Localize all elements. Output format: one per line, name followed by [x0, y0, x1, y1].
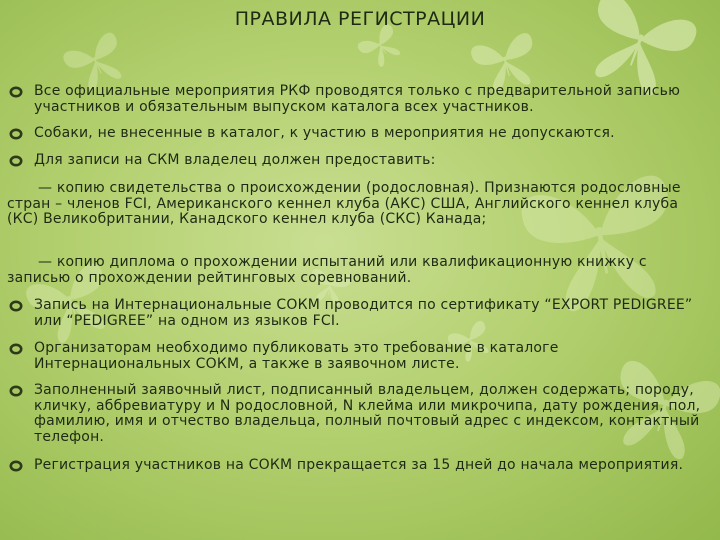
bullet-text: Запись на Интернациональные СОКМ проводится по сертификату “EXPORT PEDIGREE” или “PEDIGREE” на одном из языков FCI. [34, 297, 693, 329]
bullet-text: Организаторам необходимо публиковать это требование в каталоге Интернациональных СОКМ, а также в заявочном листе. [34, 340, 559, 372]
bullet-text: Собаки, не внесенные в каталог, к участию в мероприятия не допускаются. [34, 125, 615, 141]
slide-title: ПРАВИЛА РЕГИСТРАЦИИ [234, 8, 486, 30]
sub-item: — копию свидетельства о происхождении (родословная). Признаются родословные стран – членов FCI, Американского кеннел клуба (АКС) США, Английского кеннел клуба (КС) Великобритании, Канадского кеннел клуба (СКС) Канада; [7, 180, 681, 227]
bullet-item [34, 84, 710, 115]
bullet-text: Все официальные мероприятия РКФ проводятся только с предварительной записью участников и обязательным выпуском каталога всех участников. [34, 83, 681, 115]
bullet-item [34, 298, 710, 329]
bullet-text: Заполненный заявочный лист, подписанный владельцем, должен содержать; породу, кличку, аббревиатуру и N родословной, N клейма или микрочипа, дату рождения, пол, фамилию, имя и отчество владельца, полный почтовый адрес с индексом, контактный телефон. [34, 382, 701, 445]
bullet-icon [9, 460, 23, 472]
bullet-item [34, 383, 710, 445]
bullet-icon [9, 343, 23, 355]
bullet-item [34, 126, 710, 142]
bullet-item [34, 153, 710, 169]
sub-item: — копию диплома о прохождении испытаний или квалификационную книжку с записью о прохождении рейтинговых соревнований. [7, 254, 647, 286]
bullet-icon [9, 385, 23, 397]
bullet-text: Регистрация участников на СОКМ прекращается за 15 дней до начала мероприятия. [34, 457, 684, 473]
bullet-item [34, 458, 710, 474]
bullet-icon [9, 300, 23, 312]
bullet-text: Для записи на СКМ владелец должен предоставить: [34, 152, 436, 168]
bullet-item [34, 341, 710, 372]
bullet-icon [9, 86, 23, 98]
bullet-icon [9, 128, 23, 140]
bullet-icon [9, 155, 23, 167]
